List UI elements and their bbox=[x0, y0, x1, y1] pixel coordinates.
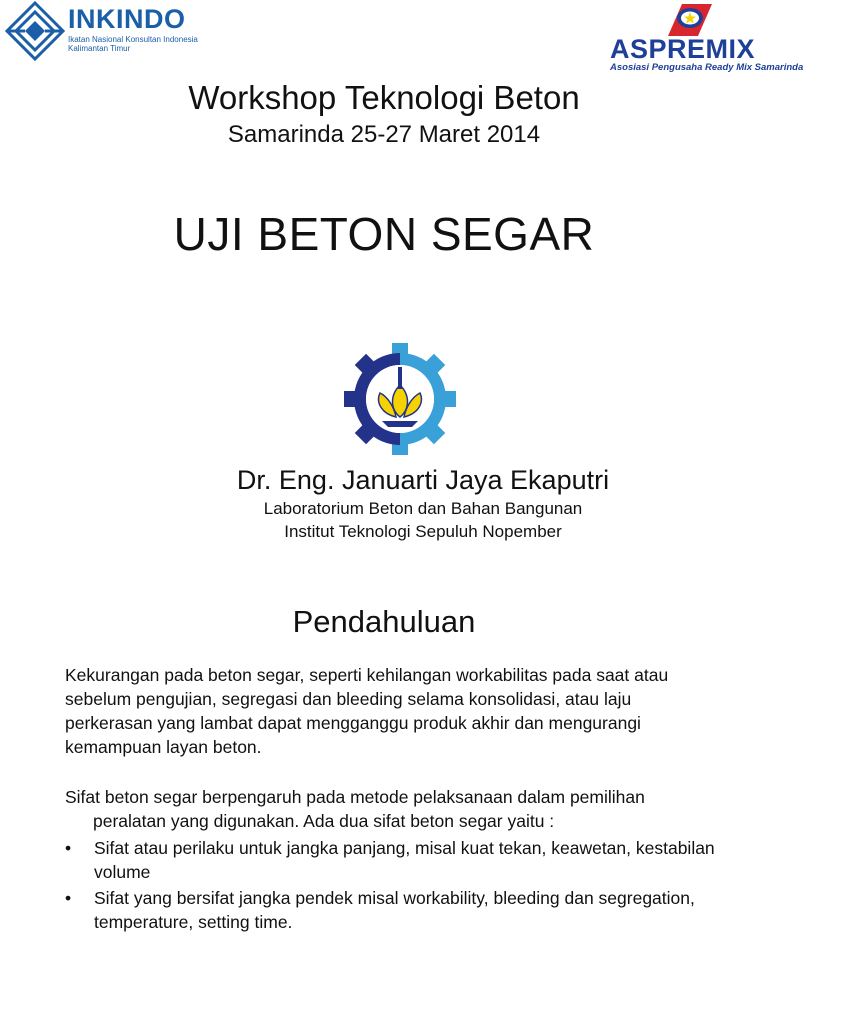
author-lab: Laboratorium Beton dan Bahan Bangunan bbox=[263, 499, 583, 518]
properties-intro-line1: Sifat beton segar berpengaruh pada metode pelaksanaan dalam pemilihan bbox=[65, 787, 645, 807]
bullet-dot-icon: • bbox=[65, 888, 72, 908]
author-institution: Institut Teknologi Sepuluh Nopember bbox=[284, 522, 562, 541]
bullet-list-item-1 bbox=[65, 836, 715, 884]
bullet-dot-icon: • bbox=[65, 838, 72, 858]
inkindo-logo-title: INKINDO bbox=[68, 4, 186, 34]
workshop-title: Workshop Teknologi Beton bbox=[188, 79, 580, 116]
inkindo-logo-line2: Kalimantan Timur bbox=[68, 44, 131, 53]
bullet-text: Sifat yang bersifat jangka pendek misal workability, bleeding dan segregation, temperature, setting time. bbox=[94, 888, 695, 932]
section-title: Pendahuluan bbox=[292, 604, 476, 639]
bullet-list-item-2 bbox=[65, 886, 715, 934]
intro-paragraph: Kekurangan pada beton segar, seperti kehilangan workabilitas pada saat atau sebelum pengujian, segregasi dan bleeding selama konsolidasi, atau laju perkerasan yang lambat dapat mengganggu produk akhir dan mengurangi kemampuan layan beton. bbox=[65, 665, 669, 757]
inkindo-logo bbox=[4, 0, 204, 62]
its-logo-icon bbox=[343, 342, 457, 456]
aspremix-logo-title: ASPREMIX bbox=[610, 34, 756, 64]
list-item bbox=[65, 836, 715, 884]
main-title: UJI BETON SEGAR bbox=[173, 208, 595, 260]
aspremix-emblem-icon bbox=[662, 0, 718, 38]
aspremix-logo-subtitle: Asosiasi Pengusaha Ready Mix Samarinda bbox=[610, 62, 804, 73]
inkindo-diamond-icon bbox=[4, 0, 66, 62]
aspremix-logo bbox=[606, 0, 804, 80]
workshop-date: Samarinda 25-27 Maret 2014 bbox=[227, 121, 541, 148]
properties-intro-line2: peralatan yang digunakan. Ada dua sifat beton segar yaitu : bbox=[93, 811, 555, 831]
list-item bbox=[65, 886, 715, 934]
properties-intro bbox=[65, 785, 715, 833]
author-name: Dr. Eng. Januarti Jaya Ekaputri bbox=[236, 465, 610, 495]
bullet-text: Sifat atau perilaku untuk jangka panjang, misal kuat tekan, keawetan, kestabilan volume bbox=[94, 838, 715, 882]
inkindo-logo-line1: Ikatan Nasional Konsultan Indonesia bbox=[68, 35, 198, 44]
